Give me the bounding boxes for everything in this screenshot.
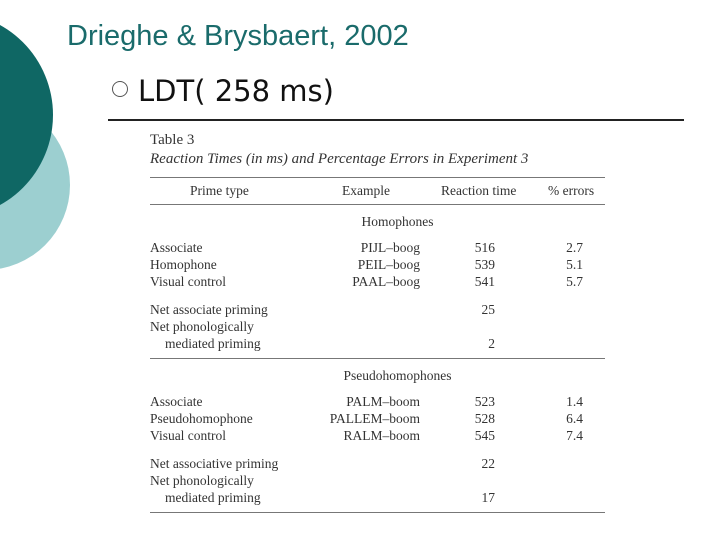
net-label-continued: mediated priming	[165, 490, 261, 505]
header-example: Example	[342, 183, 390, 198]
table-caption: Reaction Times (in ms) and Percentage Errors in Experiment 3	[150, 151, 529, 167]
table-rule	[150, 512, 605, 513]
section-heading: Pseudohomophones	[343, 368, 452, 383]
net-label-continued: mediated priming	[165, 336, 261, 351]
net-value: 2	[488, 336, 495, 351]
cell-example: PEIL–boog	[357, 257, 420, 272]
data-table	[150, 132, 605, 513]
cell-rt: 541	[474, 274, 495, 289]
cell-example: PAAL–boog	[352, 274, 420, 289]
section-heading: Homophones	[361, 214, 434, 229]
table-row	[150, 427, 605, 444]
net-label: Net phonologically	[150, 319, 254, 334]
table-row	[150, 410, 605, 427]
net-row	[150, 472, 605, 489]
cell-prime: Visual control	[150, 428, 227, 443]
cell-example: RALM–boom	[343, 428, 420, 443]
cell-example: PIJL–boog	[360, 240, 420, 255]
net-row	[150, 318, 605, 335]
net-label: Net phonologically	[150, 473, 254, 488]
cell-example: PALLEM–boom	[329, 411, 420, 426]
net-value: 22	[481, 456, 495, 471]
net-label: Net associative priming	[150, 456, 279, 471]
net-row	[150, 301, 605, 318]
slide-title: Drieghe & Brysbaert, 2002	[67, 20, 409, 52]
table-row	[150, 273, 605, 290]
bullet-text: LDT( 258 ms)	[138, 74, 334, 108]
cell-rt: 528	[474, 411, 495, 426]
cell-prime: Pseudohomophone	[150, 411, 253, 426]
cell-prime: Associate	[150, 240, 203, 255]
divider	[108, 119, 684, 121]
cell-errors: 5.7	[566, 274, 583, 289]
header-prime-type: Prime type	[190, 183, 249, 198]
net-row	[150, 455, 605, 472]
header-errors: % errors	[548, 183, 595, 198]
net-row-continued	[150, 335, 605, 352]
bullet-circle-icon	[112, 81, 128, 97]
cell-rt: 539	[474, 257, 495, 272]
cell-rt: 545	[474, 428, 495, 443]
net-row-continued	[150, 489, 605, 506]
header-reaction-time: Reaction time	[441, 183, 517, 198]
cell-errors: 6.4	[566, 411, 583, 426]
cell-prime: Visual control	[150, 274, 227, 289]
cell-prime: Homophone	[150, 257, 217, 272]
cell-errors: 5.1	[566, 257, 583, 272]
net-value: 25	[481, 302, 495, 317]
net-label: Net associate priming	[150, 302, 268, 317]
cell-rt: 516	[474, 240, 495, 255]
cell-rt: 523	[474, 394, 495, 409]
table-row	[150, 239, 605, 256]
net-value: 17	[481, 490, 495, 505]
table-label: Table 3	[150, 132, 195, 148]
cell-example: PALM–boom	[346, 394, 420, 409]
cell-errors: 1.4	[566, 394, 583, 409]
table-header-row	[150, 178, 605, 204]
cell-prime: Associate	[150, 394, 203, 409]
bullet-item	[112, 74, 334, 108]
cell-errors: 2.7	[566, 240, 583, 255]
table-row	[150, 393, 605, 410]
cell-errors: 7.4	[566, 428, 583, 443]
table-row	[150, 256, 605, 273]
